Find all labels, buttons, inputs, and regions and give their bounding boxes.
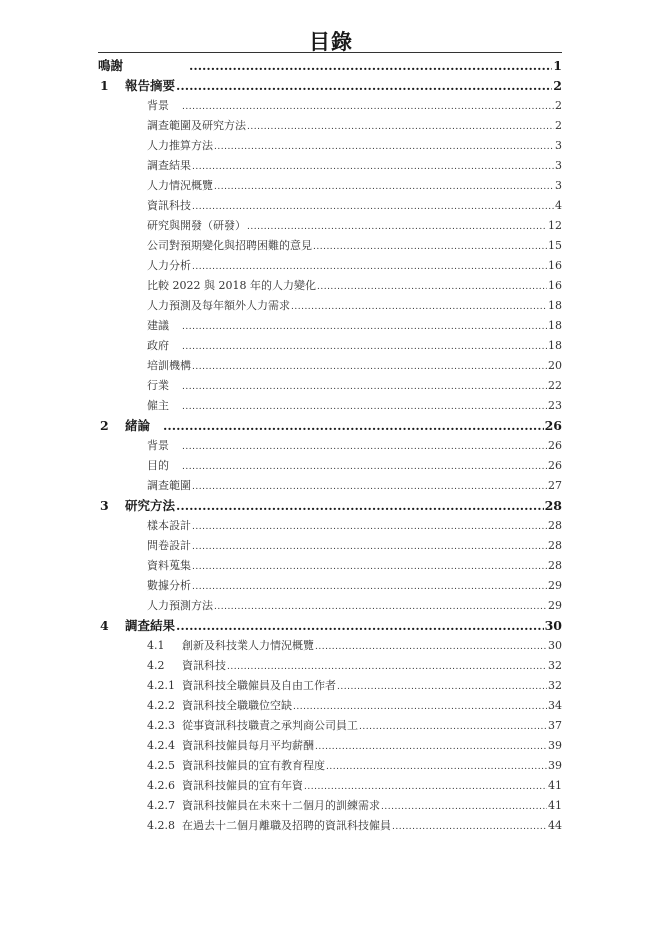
toc-dot-leader xyxy=(326,757,547,777)
toc-entry-page-number: 1 xyxy=(553,58,562,73)
toc-entry-label: 資訊科技僱員的宜有年資 xyxy=(182,779,303,792)
toc-entry-number: 3 xyxy=(100,498,109,513)
toc-entry-label: 背景 xyxy=(147,99,169,112)
toc-entry-label: 人力預測及每年額外人力需求 xyxy=(147,299,290,312)
toc-entry-page-number: 18 xyxy=(548,319,562,332)
toc-entry-label: 公司對預期變化與招聘困難的意見 xyxy=(147,239,312,252)
toc-entry-number: 4.2.6 xyxy=(147,779,175,792)
toc-entry[interactable] xyxy=(98,176,562,196)
toc-entry-page-number: 28 xyxy=(548,559,562,572)
toc-entry-page-number: 26 xyxy=(548,459,562,472)
toc-entry-page-number: 41 xyxy=(548,779,562,792)
toc-dot-leader xyxy=(182,437,547,457)
toc-entry-label: 僱主 xyxy=(147,399,169,412)
toc-entry-label: 調查結果 xyxy=(147,159,191,172)
toc-dot-leader xyxy=(214,137,554,157)
toc-entry-page-number: 39 xyxy=(548,759,562,772)
toc-dot-leader xyxy=(192,197,554,217)
toc-entry[interactable] xyxy=(98,76,562,96)
toc-entry-label: 研究與開發（研發） xyxy=(147,219,246,232)
toc-entry-page-number: 41 xyxy=(548,799,562,812)
toc-entry-label: 背景 xyxy=(147,439,169,452)
toc-entry-page-number: 32 xyxy=(548,679,562,692)
toc-dot-leader xyxy=(192,537,547,557)
toc-dot-leader xyxy=(182,377,547,397)
toc-entry-page-number: 44 xyxy=(548,819,562,832)
toc-dot-leader xyxy=(176,76,552,96)
toc-entry-label: 報告摘要 xyxy=(125,78,176,93)
toc-entry-page-number: 2 xyxy=(555,99,562,112)
toc-dot-leader xyxy=(315,637,547,657)
toc-entry[interactable] xyxy=(98,196,562,216)
toc-dot-leader xyxy=(192,257,547,277)
toc-entry-page-number: 29 xyxy=(548,579,562,592)
toc-entry-page-number: 34 xyxy=(548,699,562,712)
toc-entry-page-number: 39 xyxy=(548,739,562,752)
toc-entry-number: 4 xyxy=(100,618,109,633)
toc-dot-leader xyxy=(176,496,544,516)
toc-entry-label: 在過去十二個月離職及招聘的資訊科技僱員 xyxy=(182,819,391,832)
toc-entry-page-number: 20 xyxy=(548,359,562,372)
toc-entry[interactable] xyxy=(98,236,562,256)
toc-entry-label: 資料蒐集 xyxy=(147,559,191,572)
toc-entry-page-number: 28 xyxy=(544,498,562,513)
toc-entry[interactable] xyxy=(98,696,562,716)
toc-dot-leader xyxy=(291,297,547,317)
toc-dot-leader xyxy=(192,157,554,177)
toc-entry-label: 資訊科技僱員在未來十二個月的訓練需求 xyxy=(182,799,380,812)
toc-entry-page-number: 22 xyxy=(548,379,562,392)
toc-entry-label: 比較 2022 與 2018 年的人力變化 xyxy=(147,279,316,292)
toc-dot-leader xyxy=(189,56,552,76)
toc-entry-page-number: 3 xyxy=(555,159,562,172)
toc-entry[interactable] xyxy=(98,596,562,616)
toc-entry-label: 人力分析 xyxy=(147,259,191,272)
toc-entry[interactable] xyxy=(98,156,562,176)
toc-entry-label: 從事資訊科技職責之承判商公司員工 xyxy=(182,719,358,732)
toc-entry-label: 創新及科技業人力情況概覽 xyxy=(182,639,314,652)
toc-entry[interactable] xyxy=(98,136,562,156)
toc-entry[interactable] xyxy=(98,636,562,656)
toc-entry-page-number: 37 xyxy=(548,719,562,732)
toc-entry[interactable] xyxy=(98,816,562,836)
toc-dot-leader xyxy=(214,597,547,617)
toc-entry-label: 調查範圍及研究方法 xyxy=(147,119,246,132)
toc-entry-page-number: 2 xyxy=(555,119,562,132)
toc-dot-leader xyxy=(176,616,544,636)
toc-entry-number: 4.2.8 xyxy=(147,819,175,832)
toc-entry[interactable] xyxy=(98,416,562,436)
toc-entry-label: 資訊科技 xyxy=(147,199,191,212)
toc-entry-number: 4.2 xyxy=(147,659,165,672)
toc-entry[interactable] xyxy=(98,116,562,136)
toc-dot-leader xyxy=(227,657,547,677)
toc-entry-page-number: 16 xyxy=(548,279,562,292)
toc-dot-leader xyxy=(313,237,547,257)
page-title: 目錄 xyxy=(309,29,353,54)
toc-entry-label: 人力預測方法 xyxy=(147,599,213,612)
toc-entry-label: 目的 xyxy=(147,459,169,472)
toc-entry-label: 緒論 xyxy=(125,418,151,433)
toc-entry-label: 建議 xyxy=(147,319,169,332)
toc-entry-label: 人力推算方法 xyxy=(147,139,213,152)
toc-entry-number: 4.2.3 xyxy=(147,719,175,732)
toc-entry[interactable] xyxy=(98,756,562,776)
toc-entry[interactable] xyxy=(98,516,562,536)
toc-dot-leader xyxy=(304,777,547,797)
toc-entry-label: 政府 xyxy=(147,339,169,352)
toc-entry-page-number: 18 xyxy=(548,299,562,312)
toc-entry[interactable] xyxy=(98,376,562,396)
toc-entry[interactable] xyxy=(98,476,562,496)
toc-entry-page-number: 32 xyxy=(548,659,562,672)
toc-entry-number: 4.2.7 xyxy=(147,799,175,812)
toc-entry-label: 資訊科技 xyxy=(182,659,226,672)
toc-entry-label: 樣本設計 xyxy=(147,519,191,532)
toc-entry-page-number: 18 xyxy=(548,339,562,352)
toc-entry-number: 4.2.4 xyxy=(147,739,175,752)
toc-dot-leader xyxy=(192,557,547,577)
toc-entry[interactable] xyxy=(98,316,562,336)
toc-entry-number: 4.2.2 xyxy=(147,699,175,712)
toc-dot-leader xyxy=(192,477,547,497)
toc-entry-number: 1 xyxy=(100,78,109,93)
toc-entry-page-number: 26 xyxy=(544,418,562,433)
toc-entry-number: 2 xyxy=(100,418,109,433)
toc-entry[interactable] xyxy=(98,456,562,476)
toc-dot-leader xyxy=(247,217,547,237)
toc-entry-number: 4.2.5 xyxy=(147,759,175,772)
toc-dot-leader xyxy=(381,797,547,817)
toc-entry[interactable] xyxy=(98,616,562,636)
toc-entry-number: 4.2.1 xyxy=(147,679,175,692)
toc-entry-label: 數據分析 xyxy=(147,579,191,592)
toc-dot-leader xyxy=(182,397,547,417)
toc-entry-label: 資訊科技僱員的宜有教育程度 xyxy=(182,759,325,772)
toc-entry[interactable] xyxy=(98,556,562,576)
toc-entry[interactable] xyxy=(98,296,562,316)
toc-dot-leader xyxy=(392,817,547,837)
toc-entry-label: 問卷設計 xyxy=(147,539,191,552)
toc-entry[interactable] xyxy=(98,96,562,116)
toc-entry-label: 研究方法 xyxy=(125,498,176,513)
toc-entry[interactable] xyxy=(98,496,562,516)
toc-entry-page-number: 23 xyxy=(548,399,562,412)
toc-entry[interactable] xyxy=(98,356,562,376)
toc-dot-leader xyxy=(247,117,554,137)
toc-entry-page-number: 12 xyxy=(548,219,562,232)
toc-entry-label: 調查結果 xyxy=(125,618,176,633)
toc-entry[interactable] xyxy=(98,396,562,416)
toc-entry-page-number: 29 xyxy=(548,599,562,612)
toc-entry-label: 行業 xyxy=(147,379,169,392)
toc-entry-label: 資訊科技全職職位空缺 xyxy=(182,699,292,712)
toc-dot-leader xyxy=(317,277,547,297)
toc-entry-label: 資訊科技僱員每月平均薪酬 xyxy=(182,739,314,752)
toc-dot-leader xyxy=(182,457,547,477)
toc-entry-number: 4.1 xyxy=(147,639,165,652)
toc-entry[interactable] xyxy=(98,256,562,276)
toc-entry-page-number: 2 xyxy=(553,78,562,93)
toc-entry-page-number: 3 xyxy=(555,139,562,152)
toc-dot-leader xyxy=(359,717,547,737)
toc-entry-page-number: 30 xyxy=(548,639,562,652)
title-rule xyxy=(98,52,562,53)
toc-entry-page-number: 3 xyxy=(555,179,562,192)
toc-entry-page-number: 27 xyxy=(548,479,562,492)
toc-dot-leader xyxy=(192,357,547,377)
table-of-contents xyxy=(98,56,562,836)
toc-entry[interactable] xyxy=(98,436,562,456)
toc-dot-leader xyxy=(192,577,547,597)
toc-entry[interactable] xyxy=(98,576,562,596)
toc-dot-leader xyxy=(192,517,547,537)
toc-dot-leader xyxy=(182,97,554,117)
toc-entry[interactable] xyxy=(98,716,562,736)
toc-dot-leader xyxy=(182,317,547,337)
toc-entry[interactable] xyxy=(98,676,562,696)
toc-dot-leader xyxy=(293,697,547,717)
toc-entry-page-number: 15 xyxy=(548,239,562,252)
toc-entry-label: 資訊科技全職僱員及自由工作者 xyxy=(182,679,336,692)
toc-entry-label: 人力情況概覽 xyxy=(147,179,213,192)
toc-entry-page-number: 28 xyxy=(548,519,562,532)
toc-entry[interactable] xyxy=(98,656,562,676)
toc-entry-page-number: 16 xyxy=(548,259,562,272)
toc-dot-leader xyxy=(182,337,547,357)
toc-entry[interactable] xyxy=(98,796,562,816)
toc-entry-label: 培訓機構 xyxy=(147,359,191,372)
toc-entry[interactable] xyxy=(98,536,562,556)
toc-entry[interactable] xyxy=(98,336,562,356)
toc-dot-leader xyxy=(214,177,554,197)
toc-dot-leader xyxy=(337,677,547,697)
toc-entry-label: 調查範圍 xyxy=(147,479,191,492)
toc-dot-leader xyxy=(315,737,547,757)
toc-entry[interactable] xyxy=(98,276,562,296)
toc-entry-page-number: 30 xyxy=(544,618,562,633)
toc-entry[interactable] xyxy=(98,56,562,76)
toc-entry[interactable] xyxy=(98,216,562,236)
toc-entry[interactable] xyxy=(98,776,562,796)
toc-entry-page-number: 28 xyxy=(548,539,562,552)
toc-entry-page-number: 4 xyxy=(555,199,562,212)
toc-entry-page-number: 26 xyxy=(548,439,562,452)
toc-dot-leader xyxy=(163,416,544,436)
toc-entry[interactable] xyxy=(98,736,562,756)
toc-entry-label: 鳴謝 xyxy=(98,58,124,73)
